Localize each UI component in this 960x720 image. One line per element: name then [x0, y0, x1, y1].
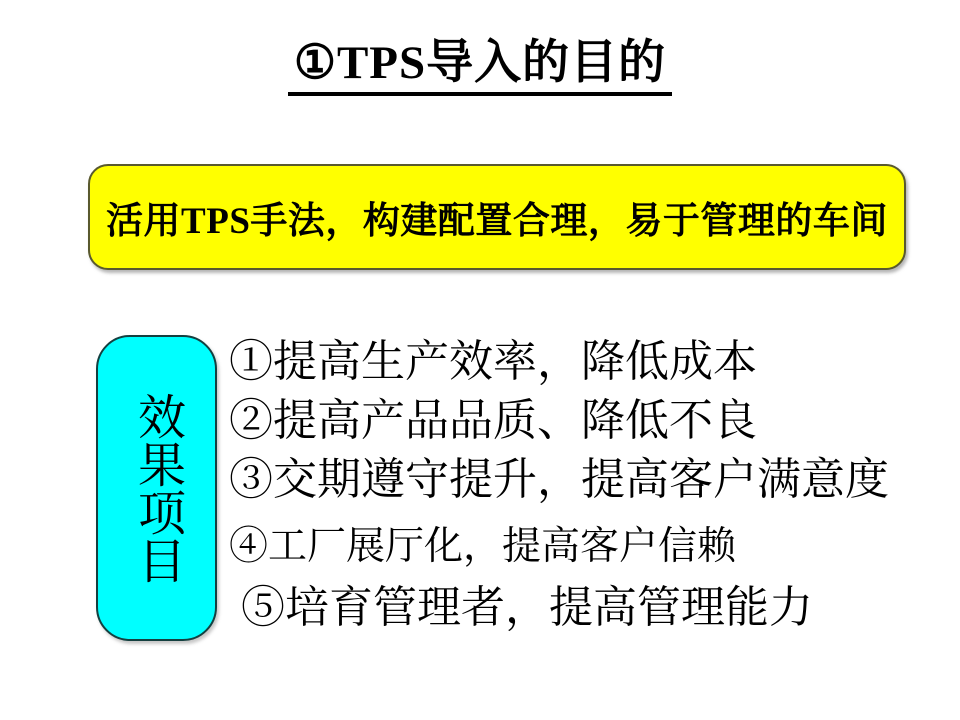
page-title: ①TPS导入的目的	[288, 36, 672, 96]
effect-item-1: ①提高生产效率，降低成本	[229, 337, 757, 386]
title-container	[0, 36, 960, 96]
effect-item-3: ③交期遵守提升，提高客户满意度	[229, 455, 889, 504]
effect-item-5: ⑤培育管理者，提高管理能力	[241, 583, 813, 632]
purpose-banner	[88, 164, 906, 270]
effect-category-box	[96, 335, 217, 641]
effect-category-label: 效果项目	[130, 392, 184, 584]
effect-item-2: ②提高产品品质、降低不良	[229, 396, 757, 445]
purpose-banner-text: 活用TPS手法，构建配置合理，易于管理的车间	[106, 201, 888, 242]
effect-item-4: ④工厂展厅化，提高客户信赖	[229, 525, 737, 568]
